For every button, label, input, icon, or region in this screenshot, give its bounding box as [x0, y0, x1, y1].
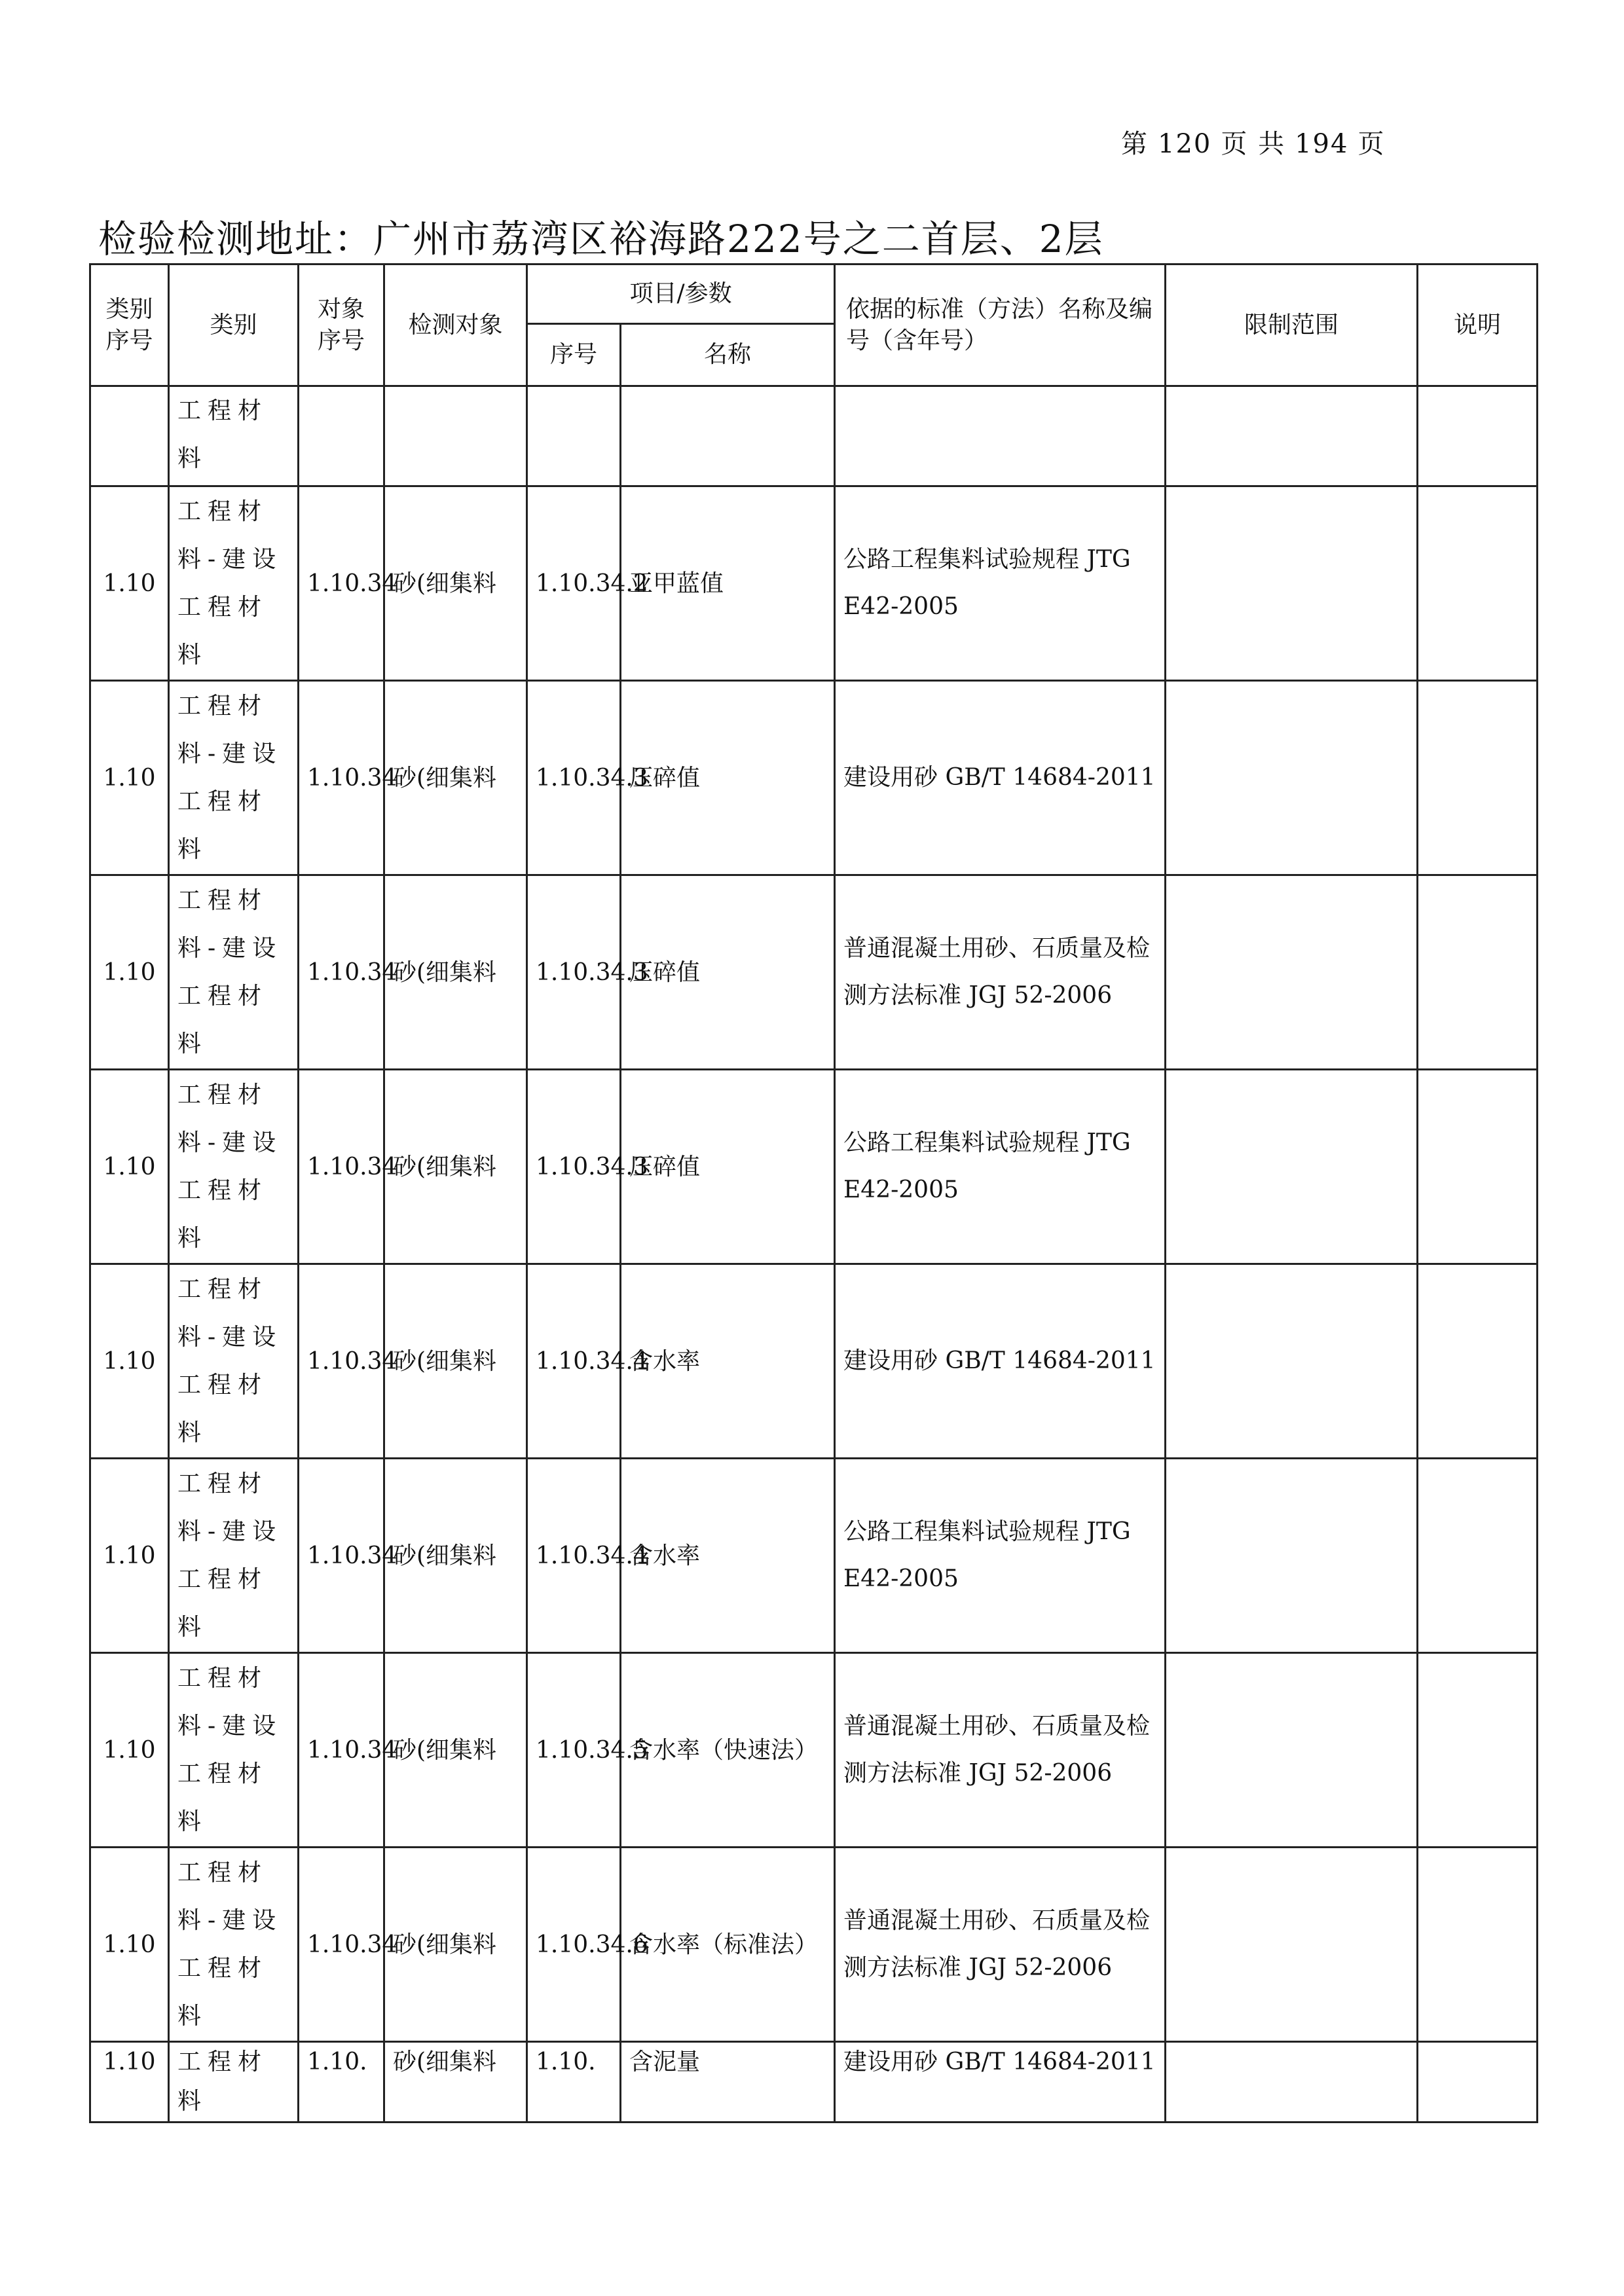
cell-limit [1166, 875, 1418, 1070]
cell-limit [1166, 1459, 1418, 1653]
cell-note [1418, 1264, 1538, 1459]
cell-limit [1166, 1264, 1418, 1459]
table-row [90, 875, 1538, 1070]
cell-standard: 公路工程集料试验规程 JTG E42-2005 [835, 1070, 1166, 1264]
cell-standard: 公路工程集料试验规程 JTG E42-2005 [835, 1459, 1166, 1653]
cell-name: 含水率 [621, 1459, 835, 1653]
cell-category: 工程材料-建设工程材料 [169, 875, 299, 1070]
cell-category: 工程材料 [169, 2042, 299, 2123]
page-number-prefix: 第 [1121, 129, 1149, 159]
cell-category-seq: 1.10 [90, 1070, 169, 1264]
table-row [90, 1070, 1538, 1264]
cell-name: 亚甲蓝值 [621, 486, 835, 681]
cell-category-seq: 1.10 [90, 1459, 169, 1653]
cell-name: 含水率 [621, 1264, 835, 1459]
cell-category: 工程材料-建设工程材料 [169, 1653, 299, 1848]
cell-standard [835, 386, 1166, 486]
table-row [90, 681, 1538, 875]
cell-category: 工程材料 [169, 386, 299, 486]
table-row [90, 1459, 1538, 1653]
cell-note [1418, 1070, 1538, 1264]
cell-object [384, 386, 527, 486]
cell-note [1418, 486, 1538, 681]
table-row [90, 1653, 1538, 1848]
cell-standard: 建设用砂 GB/T 14684-2011 [835, 681, 1166, 875]
page-number-suffix: 页 [1357, 129, 1386, 159]
cell-seq: 1.10.34.3 [527, 1070, 621, 1264]
cell-name: 压碎值 [621, 1070, 835, 1264]
test-address-heading: 检验检测地址：广州市荔湾区裕海路222号之二首层、2层 [98, 217, 1104, 261]
cell-category-seq [90, 386, 169, 486]
cell-note [1418, 875, 1538, 1070]
cell-object: 砂(细集料 [384, 1653, 527, 1848]
inspection-scope-table [89, 263, 1538, 2123]
cell-name: 含水率（快速法） [621, 1653, 835, 1848]
page-number-middle: 页 共 [1221, 129, 1286, 159]
cell-object-seq: 1.10.34 [299, 875, 384, 1070]
cell-limit [1166, 1848, 1418, 2042]
cell-seq: 1.10.34.4 [527, 1459, 621, 1653]
cell-object: 砂(细集料 [384, 1070, 527, 1264]
header-object-seq: 对象序号 [299, 264, 384, 386]
cell-name [621, 386, 835, 486]
header-category-seq: 类别序号 [90, 264, 169, 386]
cell-seq: 1.10.34.2 [527, 486, 621, 681]
cell-note [1418, 386, 1538, 486]
table-row [90, 1848, 1538, 2042]
cell-standard: 普通混凝土用砂、石质量及检测方法标准 JGJ 52-2006 [835, 875, 1166, 1070]
cell-object-seq: 1.10. [299, 2042, 384, 2123]
cell-seq: 1.10.34.3 [527, 681, 621, 875]
header-limit: 限制范围 [1166, 264, 1418, 386]
table-row [90, 1264, 1538, 1459]
cell-category: 工程材料-建设工程材料 [169, 1264, 299, 1459]
cell-object: 砂(细集料 [384, 1848, 527, 2042]
cell-seq: 1.10. [527, 2042, 621, 2123]
cell-category-seq: 1.10 [90, 486, 169, 681]
cell-standard: 建设用砂 GB/T 14684-2011 [835, 1264, 1166, 1459]
cell-object-seq: 1.10.34 [299, 486, 384, 681]
cell-name: 压碎值 [621, 875, 835, 1070]
cell-seq [527, 386, 621, 486]
cell-object: 砂(细集料 [384, 486, 527, 681]
cell-seq: 1.10.34.3 [527, 875, 621, 1070]
cell-seq: 1.10.34.4 [527, 1264, 621, 1459]
cell-limit [1166, 1070, 1418, 1264]
page-number-total: 194 [1295, 129, 1349, 159]
cell-object-seq: 1.10.34 [299, 1459, 384, 1653]
cell-limit [1166, 2042, 1418, 2123]
header-object: 检测对象 [384, 264, 527, 386]
cell-object: 砂(细集料 [384, 1459, 527, 1653]
cell-note [1418, 1653, 1538, 1848]
cell-category-seq: 1.10 [90, 681, 169, 875]
cell-object-seq: 1.10.34 [299, 681, 384, 875]
header-standard: 依据的标准（方法）名称及编号（含年号） [835, 264, 1166, 386]
cell-object: 砂(细集料 [384, 681, 527, 875]
cell-category: 工程材料-建设工程材料 [169, 1848, 299, 2042]
cell-category-seq: 1.10 [90, 1848, 169, 2042]
cell-seq: 1.10.34.6 [527, 1848, 621, 2042]
cell-note [1418, 2042, 1538, 2123]
header-item-param: 项目/参数 [527, 264, 835, 324]
table-row [90, 386, 1538, 486]
header-seq: 序号 [527, 324, 621, 386]
cell-seq: 1.10.34.5 [527, 1653, 621, 1848]
cell-object: 砂(细集料 [384, 1264, 527, 1459]
cell-limit [1166, 681, 1418, 875]
table-header-row [90, 264, 1538, 324]
cell-category-seq: 1.10 [90, 1653, 169, 1848]
cell-category: 工程材料-建设工程材料 [169, 486, 299, 681]
cell-limit [1166, 486, 1418, 681]
table-row [90, 486, 1538, 681]
cell-limit [1166, 1653, 1418, 1848]
table-row [90, 2042, 1538, 2123]
cell-category: 工程材料-建设工程材料 [169, 1459, 299, 1653]
page-number [1121, 123, 1394, 160]
cell-object: 砂(细集料 [384, 875, 527, 1070]
cell-object-seq: 1.10.34 [299, 1070, 384, 1264]
header-category: 类别 [169, 264, 299, 386]
cell-standard: 公路工程集料试验规程 JTG E42-2005 [835, 486, 1166, 681]
cell-category: 工程材料-建设工程材料 [169, 681, 299, 875]
cell-category-seq: 1.10 [90, 1264, 169, 1459]
cell-name: 压碎值 [621, 681, 835, 875]
cell-category-seq: 1.10 [90, 875, 169, 1070]
cell-standard: 普通混凝土用砂、石质量及检测方法标准 JGJ 52-2006 [835, 1848, 1166, 2042]
cell-category-seq: 1.10 [90, 2042, 169, 2123]
cell-limit [1166, 386, 1418, 486]
cell-object-seq [299, 386, 384, 486]
header-note: 说明 [1418, 264, 1538, 386]
cell-name: 含水率（标准法） [621, 1848, 835, 2042]
cell-standard: 建设用砂 GB/T 14684-2011 [835, 2042, 1166, 2123]
cell-note [1418, 1459, 1538, 1653]
cell-object-seq: 1.10.34 [299, 1653, 384, 1848]
cell-name: 含泥量 [621, 2042, 835, 2123]
page-number-current: 120 [1158, 129, 1212, 159]
cell-object: 砂(细集料 [384, 2042, 527, 2123]
cell-note [1418, 681, 1538, 875]
header-name: 名称 [621, 324, 835, 386]
cell-category: 工程材料-建设工程材料 [169, 1070, 299, 1264]
cell-standard: 普通混凝土用砂、石质量及检测方法标准 JGJ 52-2006 [835, 1653, 1166, 1848]
cell-note [1418, 1848, 1538, 2042]
cell-object-seq: 1.10.34 [299, 1848, 384, 2042]
cell-object-seq: 1.10.34 [299, 1264, 384, 1459]
